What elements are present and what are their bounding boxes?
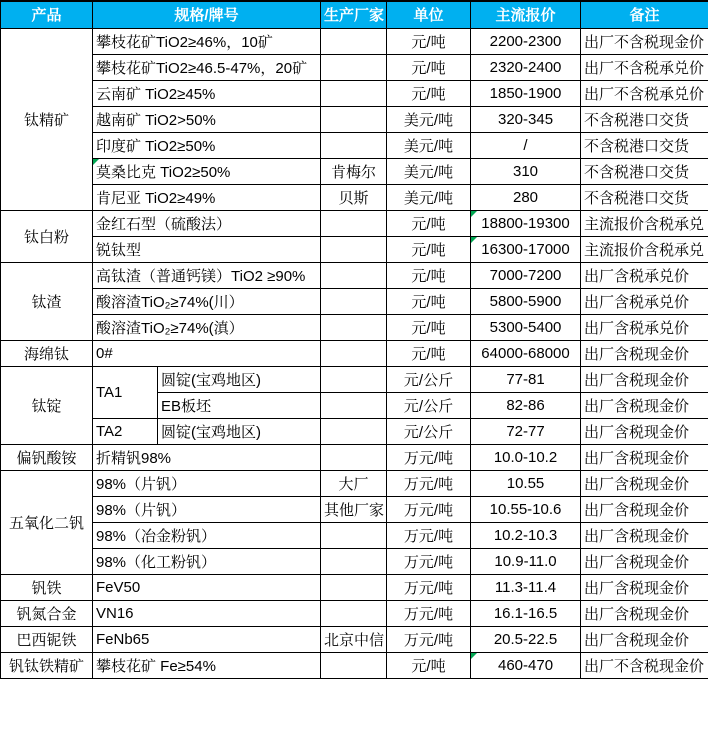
note-cell: 出厂含税现金价 (581, 470, 708, 496)
price-cell: 16.1-16.5 (471, 600, 581, 626)
unit-cell: 万元/吨 (387, 496, 471, 522)
header-unit: 单位 (387, 1, 471, 28)
price-cell: 320-345 (471, 106, 581, 132)
price-cell: 10.0-10.2 (471, 444, 581, 470)
note-cell: 出厂含税现金价 (581, 392, 708, 418)
price-cell: 1850-1900 (471, 80, 581, 106)
unit-cell: 美元/吨 (387, 132, 471, 158)
note-cell: 出厂含税现金价 (581, 600, 708, 626)
spec-cell: 圆锭(宝鸡地区) (158, 366, 321, 392)
cell-corner-marker (93, 159, 99, 165)
unit-cell: 元/公斤 (387, 392, 471, 418)
spec-cell: 云南矿 TiO2≥45% (93, 80, 321, 106)
header-maker: 生产厂家 (321, 1, 387, 28)
maker-cell (321, 652, 387, 678)
maker-cell (321, 262, 387, 288)
spec-cell: 98%（冶金粉钒） (93, 522, 321, 548)
table-row (1, 418, 708, 444)
table-row (1, 340, 708, 366)
spec-cell: 98%（片钒） (93, 470, 321, 496)
maker-cell (321, 132, 387, 158)
product-cell: 钒钛铁精矿 (1, 652, 93, 678)
note-cell: 主流报价含税承兑 (581, 236, 708, 262)
table-row (1, 288, 708, 314)
price-cell (471, 652, 581, 678)
table-row (1, 262, 708, 288)
price-cell: 20.5-22.5 (471, 626, 581, 652)
price-text: 16300-17000 (481, 240, 570, 258)
maker-cell (321, 54, 387, 80)
note-cell: 出厂含税承兑价 (581, 262, 708, 288)
product-cell: 钛白粉 (1, 210, 93, 262)
spec-cell: 印度矿 TiO2≥50% (93, 132, 321, 158)
table-row (1, 522, 708, 548)
unit-cell: 元/吨 (387, 288, 471, 314)
table-row (1, 600, 708, 626)
note-cell: 不含税港口交货 (581, 184, 708, 210)
price-text: 18800-19300 (481, 214, 570, 232)
note-cell: 不含税港口交货 (581, 132, 708, 158)
table-row (1, 132, 708, 158)
unit-cell: 元/吨 (387, 340, 471, 366)
table-row (1, 652, 708, 678)
header-price: 主流报价 (471, 1, 581, 28)
unit-cell: 万元/吨 (387, 548, 471, 574)
maker-cell (321, 522, 387, 548)
note-cell: 出厂不含税现金价 (581, 652, 708, 678)
spec-cell: 98%（片钒） (93, 496, 321, 522)
spec-cell: 0# (93, 340, 321, 366)
table-row (1, 574, 708, 600)
spec-text: 莫桑比克 TiO2≥50% (96, 163, 231, 181)
price-cell: 82-86 (471, 392, 581, 418)
note-cell: 出厂不含税承兑价 (581, 80, 708, 106)
unit-cell: 万元/吨 (387, 626, 471, 652)
note-cell: 出厂含税现金价 (581, 340, 708, 366)
maker-cell (321, 548, 387, 574)
table-row (1, 626, 708, 652)
note-cell: 出厂含税现金价 (581, 574, 708, 600)
unit-cell: 元/公斤 (387, 418, 471, 444)
note-cell: 出厂含税现金价 (581, 496, 708, 522)
unit-cell: 美元/吨 (387, 106, 471, 132)
spec-cell: 锐钛型 (93, 236, 321, 262)
table-row (1, 444, 708, 470)
table-row (1, 54, 708, 80)
price-text: 460-470 (497, 656, 554, 674)
maker-cell: 大厂 (321, 470, 387, 496)
table-row (1, 28, 708, 54)
price-cell (471, 236, 581, 262)
maker-cell: 肯梅尔 (321, 158, 387, 184)
unit-cell: 万元/吨 (387, 522, 471, 548)
maker-cell (321, 600, 387, 626)
note-cell: 不含税港口交货 (581, 106, 708, 132)
price-cell: 72-77 (471, 418, 581, 444)
unit-cell: 元/吨 (387, 210, 471, 236)
note-cell: 不含税港口交货 (581, 158, 708, 184)
maker-cell (321, 236, 387, 262)
maker-cell: 其他厂家 (321, 496, 387, 522)
note-cell: 出厂不含税现金价 (581, 28, 708, 54)
unit-cell: 元/吨 (387, 28, 471, 54)
price-cell: 310 (471, 158, 581, 184)
header-product: 产品 (1, 1, 93, 28)
spec-cell: FeV50 (93, 574, 321, 600)
product-cell: 钒铁 (1, 574, 93, 600)
maker-cell (321, 288, 387, 314)
spec-cell: 高钛渣（普通钙镁）TiO2 ≥90% (93, 262, 321, 288)
table-row (1, 470, 708, 496)
header-spec: 规格/牌号 (93, 1, 321, 28)
unit-cell: 万元/吨 (387, 444, 471, 470)
spec-cell: 肯尼亚 TiO2≥49% (93, 184, 321, 210)
price-cell: 11.3-11.4 (471, 574, 581, 600)
table-row (1, 158, 708, 184)
spec-cell: 酸溶渣TiO₂≥74%(川） (93, 288, 321, 314)
unit-cell: 万元/吨 (387, 470, 471, 496)
price-cell: 5300-5400 (471, 314, 581, 340)
cell-corner-marker (471, 211, 477, 217)
unit-cell: 元/吨 (387, 54, 471, 80)
maker-cell (321, 80, 387, 106)
note-cell: 出厂含税承兑价 (581, 314, 708, 340)
table-row (1, 80, 708, 106)
price-cell: 77-81 (471, 366, 581, 392)
maker-cell: 贝斯 (321, 184, 387, 210)
maker-cell (321, 106, 387, 132)
product-cell: 海绵钛 (1, 340, 93, 366)
maker-cell: 北京中信 (321, 626, 387, 652)
maker-cell (321, 314, 387, 340)
note-cell: 出厂含税承兑价 (581, 288, 708, 314)
spec-cell: EB板坯 (158, 392, 321, 418)
price-cell (471, 210, 581, 236)
note-cell: 出厂含税现金价 (581, 522, 708, 548)
price-cell: 10.55-10.6 (471, 496, 581, 522)
price-cell: 7000-7200 (471, 262, 581, 288)
spec-cell: 折精钒98% (93, 444, 321, 470)
note-cell: 出厂含税现金价 (581, 626, 708, 652)
price-cell: 2200-2300 (471, 28, 581, 54)
maker-cell (321, 340, 387, 366)
price-cell: 5800-5900 (471, 288, 581, 314)
product-cell: 五氧化二钒 (1, 470, 93, 574)
spec-cell: 98%（化工粉钒） (93, 548, 321, 574)
price-cell: 280 (471, 184, 581, 210)
cell-corner-marker (471, 237, 477, 243)
header-row (1, 1, 708, 28)
unit-cell: 元/吨 (387, 262, 471, 288)
price-cell: 10.2-10.3 (471, 522, 581, 548)
grade-cell: TA1 (93, 366, 158, 418)
note-cell: 出厂不含税承兑价 (581, 54, 708, 80)
spec-cell: 攀枝花矿 Fe≥54% (93, 652, 321, 678)
price-cell: 64000-68000 (471, 340, 581, 366)
product-cell: 钛精矿 (1, 28, 93, 210)
spec-cell: 攀枝花矿TiO2≥46.5-47%，20矿 (93, 54, 321, 80)
maker-cell (321, 574, 387, 600)
cell-corner-marker (471, 653, 477, 659)
spec-cell (93, 158, 321, 184)
unit-cell: 万元/吨 (387, 574, 471, 600)
table-row (1, 314, 708, 340)
product-cell: 偏钒酸铵 (1, 444, 93, 470)
spec-cell: VN16 (93, 600, 321, 626)
note-cell: 出厂含税现金价 (581, 548, 708, 574)
unit-cell: 美元/吨 (387, 158, 471, 184)
price-cell: 10.55 (471, 470, 581, 496)
spec-cell: 圆锭(宝鸡地区) (158, 418, 321, 444)
maker-cell (321, 392, 387, 418)
price-cell: / (471, 132, 581, 158)
unit-cell: 万元/吨 (387, 600, 471, 626)
grade-cell: TA2 (93, 418, 158, 444)
unit-cell: 元/公斤 (387, 366, 471, 392)
product-cell: 钒氮合金 (1, 600, 93, 626)
table-row (1, 236, 708, 262)
header-note: 备注 (581, 1, 708, 28)
unit-cell: 元/吨 (387, 652, 471, 678)
maker-cell (321, 418, 387, 444)
note-cell: 出厂含税现金价 (581, 444, 708, 470)
note-cell: 出厂含税现金价 (581, 366, 708, 392)
maker-cell (321, 444, 387, 470)
maker-cell (321, 28, 387, 54)
table-row (1, 106, 708, 132)
table-row (1, 548, 708, 574)
product-cell: 钛锭 (1, 366, 93, 444)
price-cell: 10.9-11.0 (471, 548, 581, 574)
table-row (1, 366, 708, 392)
maker-cell (321, 210, 387, 236)
note-cell: 出厂含税现金价 (581, 418, 708, 444)
table-row (1, 210, 708, 236)
table-row (1, 496, 708, 522)
unit-cell: 元/吨 (387, 80, 471, 106)
unit-cell: 美元/吨 (387, 184, 471, 210)
product-cell: 巴西铌铁 (1, 626, 93, 652)
maker-cell (321, 366, 387, 392)
table-row (1, 184, 708, 210)
spec-cell: 金红石型（硫酸法） (93, 210, 321, 236)
price-cell: 2320-2400 (471, 54, 581, 80)
spec-cell: 越南矿 TiO2>50% (93, 106, 321, 132)
spec-cell: FeNb65 (93, 626, 321, 652)
unit-cell: 元/吨 (387, 314, 471, 340)
product-cell: 钛渣 (1, 262, 93, 340)
spec-cell: 攀枝花矿TiO2≥46%，10矿 (93, 28, 321, 54)
unit-cell: 元/吨 (387, 236, 471, 262)
spec-cell: 酸溶渣TiO₂≥74%(滇） (93, 314, 321, 340)
note-cell: 主流报价含税承兑 (581, 210, 708, 236)
